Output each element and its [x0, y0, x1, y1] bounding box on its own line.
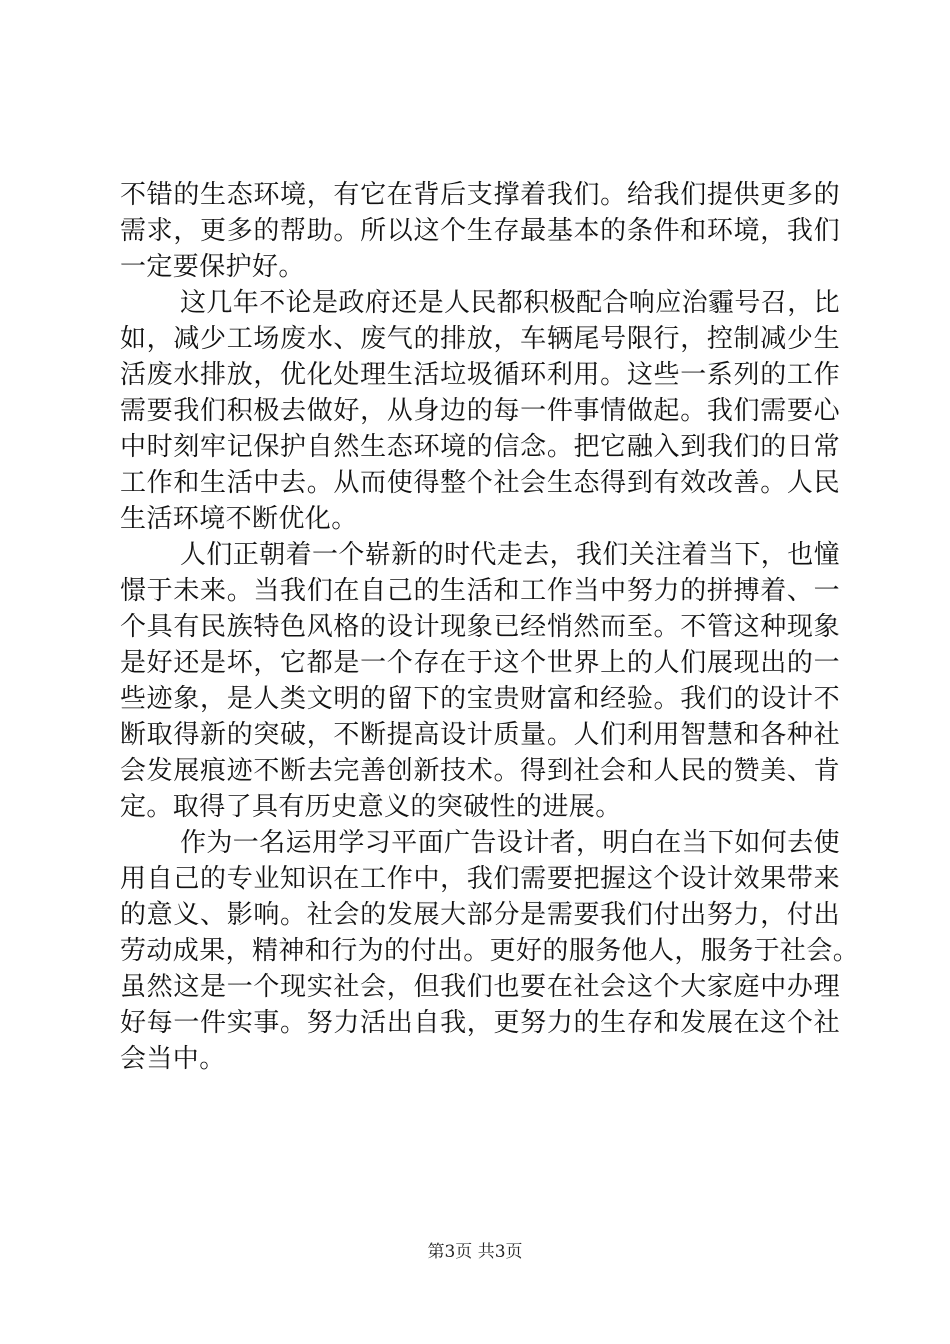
- text-line: 的意义、影响。社会的发展大部分是需要我们付出努力，付出: [120, 900, 840, 930]
- text-line: 需要我们积极去做好，从身边的每一件事情做起。我们需要心: [120, 396, 840, 426]
- text-line: 是好还是坏，它都是一个存在于这个世界上的人们展现出的一: [120, 648, 840, 678]
- text-line: 生活环境不断优化。: [120, 504, 358, 534]
- text-line: 如，减少工场废水、废气的排放，车辆尾号限行，控制减少生: [120, 324, 840, 354]
- text-line: 活废水排放，优化处理生活垃圾循环利用。这些一系列的工作: [120, 360, 840, 390]
- text-line: 断取得新的突破，不断提高设计质量。人们利用智慧和各种社: [120, 720, 840, 750]
- text-line: 人们正朝着一个崭新的时代走去，我们关注着当下，也憧: [180, 540, 841, 570]
- text-line: 会发展痕迹不断去完善创新技术。得到社会和人民的赞美、肯: [120, 756, 840, 786]
- text-line: 作为一名运用学习平面广告设计者，明白在当下如何去使: [180, 828, 841, 858]
- text-line: 不错的生态环境，有它在背后支撑着我们。给我们提供更多的: [120, 180, 840, 210]
- text-line: 个具有民族特色风格的设计现象已经悄然而至。不管这种现象: [120, 612, 840, 642]
- text-line: 定。取得了具有历史意义的突破性的进展。: [120, 792, 622, 822]
- text-line: 中时刻牢记保护自然生态环境的信念。把它融入到我们的日常: [120, 432, 840, 462]
- page-number-footer: 第3页 共3页: [427, 1242, 523, 1262]
- text-line: 会当中。: [120, 1044, 226, 1074]
- text-line: 需求，更多的帮助。所以这个生存最基本的条件和环境，我们: [120, 216, 840, 246]
- text-line: 工作和生活中去。从而使得整个社会生态得到有效改善。人民: [120, 468, 840, 498]
- text-line: 劳动成果，精神和行为的付出。更好的服务他人，服务于社会。: [120, 936, 860, 966]
- text-line: 用自己的专业知识在工作中，我们需要把握这个设计效果带来: [120, 864, 840, 894]
- text-line: 这几年不论是政府还是人民都积极配合响应治霾号召，比: [180, 288, 841, 318]
- text-line: 好每一件实事。努力活出自我，更努力的生存和发展在这个社: [120, 1008, 840, 1038]
- text-line: 一定要保护好。: [120, 252, 305, 282]
- text-line: 些迹象，是人类文明的留下的宝贵财富和经验。我们的设计不: [120, 684, 840, 714]
- text-line: 憬于未来。当我们在自己的生活和工作当中努力的拼搏着、一: [120, 576, 840, 606]
- text-line: 虽然这是一个现实社会，但我们也要在社会这个大家庭中办理: [120, 972, 840, 1002]
